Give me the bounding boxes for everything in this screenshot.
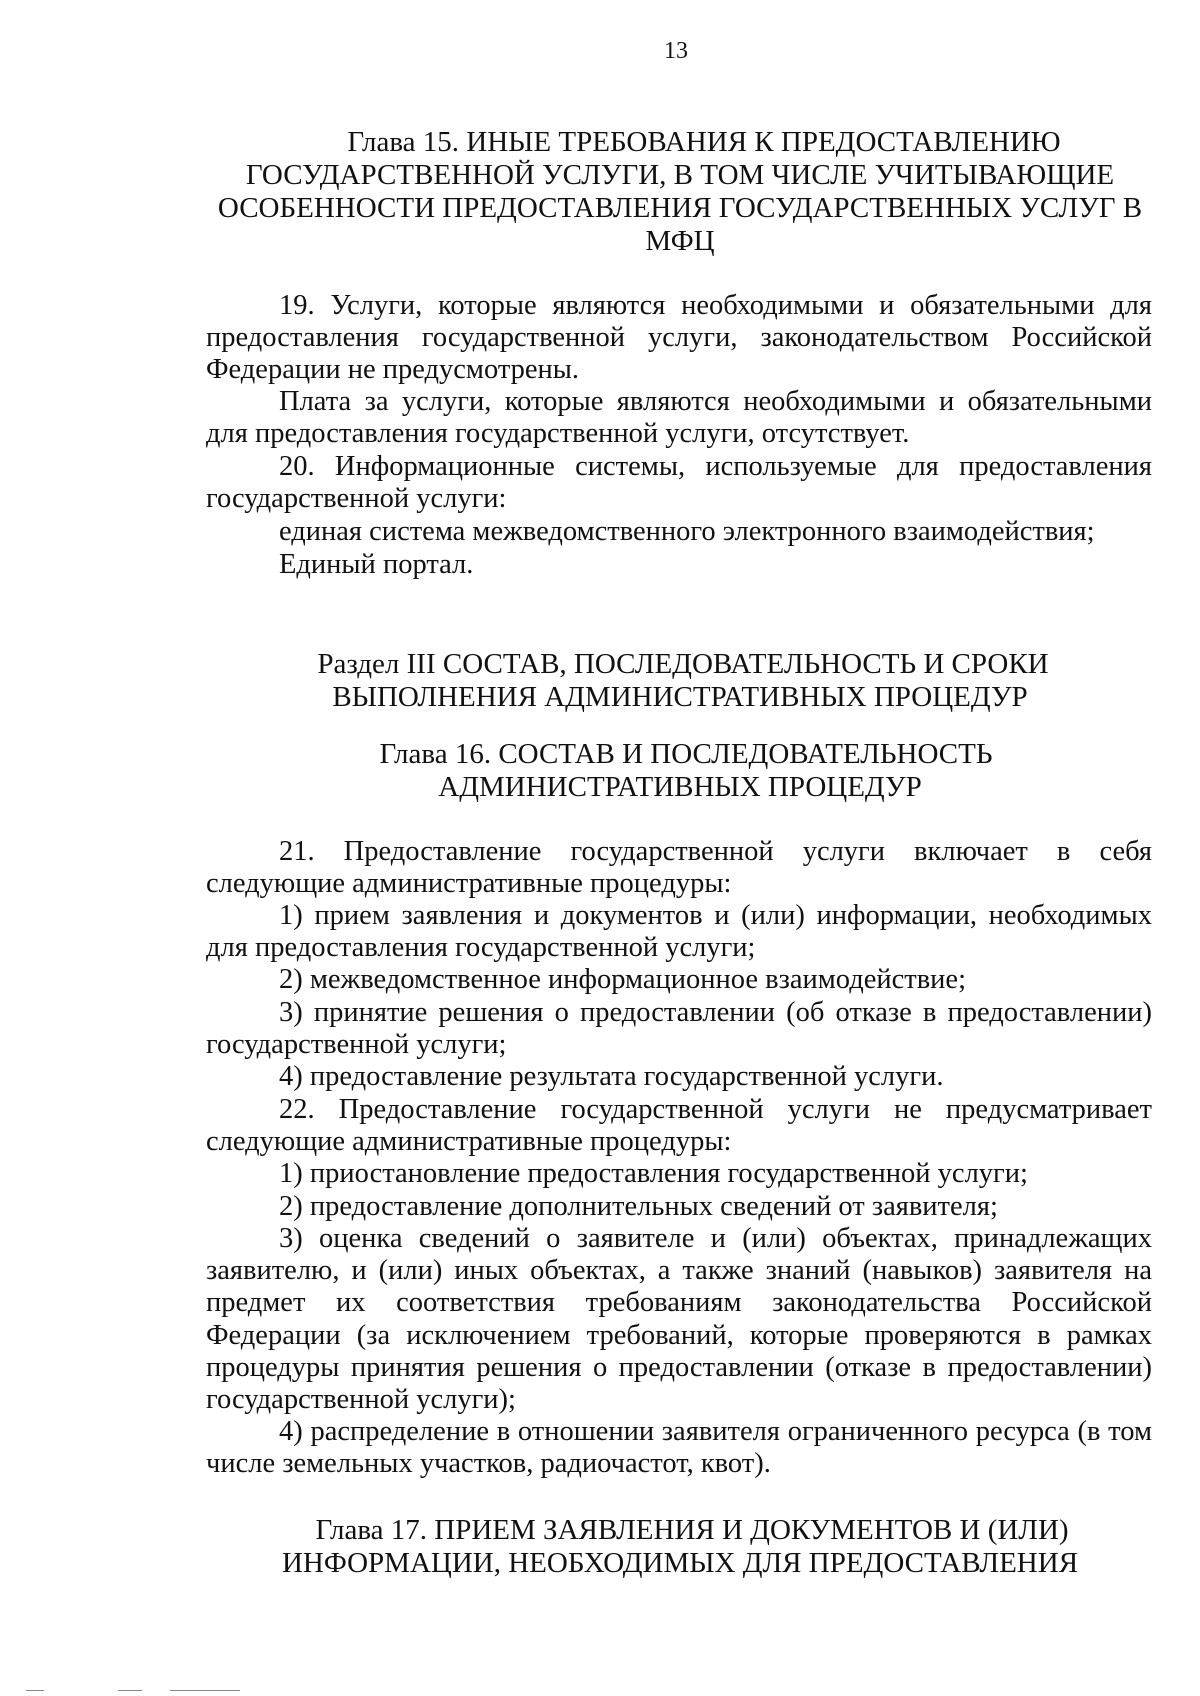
chapter-17-heading xyxy=(210,1514,1150,1580)
list-item: 2) предоставление дополнительных сведений от заявителя; xyxy=(279,1191,998,1222)
heading-line: МФЦ xyxy=(645,225,715,257)
scan-mark xyxy=(26,1690,44,1691)
heading-line: ГОСУДАРСТВЕННОЙ УСЛУГИ, В ТОМ ЧИСЛЕ УЧИТЫВАЮЩИЕ xyxy=(245,159,1115,191)
heading-line: ИНФОРМАЦИИ, НЕОБХОДИМЫХ ДЛЯ ПРЕДОСТАВЛЕНИЯ xyxy=(281,1547,1079,1579)
paragraph-21: 21. Предоставление государственной услуги включает в себя следующие административные процедуры: xyxy=(206,836,1152,900)
chapter-15-heading xyxy=(210,126,1150,258)
heading-line: ОСОБЕННОСТИ ПРЕДОСТАВЛЕНИЯ ГОСУДАРСТВЕННЫХ УСЛУГ В xyxy=(217,192,1143,224)
list-item: 4) предоставление результата государственной услуги. xyxy=(279,1061,944,1092)
paragraph-22: 22. Предоставление государственной услуги не предусматривает следующие административные процедуры: xyxy=(206,1094,1152,1158)
list-item: 3) оценка сведений о заявителе и (или) объектах, принадлежащих заявителю, и (или) иных объектах, а также знаний (навыков) заявителя на предмет их соответствия требованиям законодательства Российской Федерации (за исключением требований, которые проверяются в рамках процедуры принятия решения о предоставлении (отказе в предоставлении) государственной услуги); xyxy=(206,1223,1152,1416)
section-3-heading xyxy=(210,648,1150,714)
scan-mark xyxy=(170,1690,240,1691)
heading-line: Глава 17. ПРИЕМ ЗАЯВЛЕНИЯ И ДОКУМЕНТОВ И (ИЛИ) xyxy=(315,1514,1069,1546)
page-number: 13 xyxy=(664,38,688,64)
list-item: 1) приостановление предоставления государственной услуги; xyxy=(279,1158,1028,1189)
paragraph-fee: Плата за услуги, которые являются необходимыми и обязательными для предоставления государственной услуги, отсутствует. xyxy=(206,386,1152,450)
paragraph-smev: единая система межведомственного электронного взаимодействия; xyxy=(279,516,1095,547)
heading-line: Раздел III СОСТАВ, ПОСЛЕДОВАТЕЛЬНОСТЬ И СРОКИ xyxy=(317,648,1049,680)
heading-line: Глава 16. СОСТАВ И ПОСЛЕДОВАТЕЛЬНОСТЬ xyxy=(379,738,993,770)
list-item: 1) прием заявления и документов и (или) информации, необходимых для предоставления государственной услуги; xyxy=(206,900,1152,964)
heading-line: Глава 15. ИНЫЕ ТРЕБОВАНИЯ К ПРЕДОСТАВЛЕНИЮ xyxy=(347,126,1061,158)
heading-line: АДМИНИСТРАТИВНЫХ ПРОЦЕДУР xyxy=(438,771,922,803)
list-item: 2) межведомственное информационное взаимодействие; xyxy=(279,964,966,995)
paragraph-19: 19. Услуги, которые являются необходимыми и обязательными для предоставления государственной услуги, законодательством Российской Федерации не предусмотрены. xyxy=(206,290,1152,386)
list-item: 4) распределение в отношении заявителя ограниченного ресурса (в том числе земельных участков, радиочастот, квот). xyxy=(206,1416,1152,1480)
scan-mark xyxy=(118,1690,142,1691)
list-item: 3) принятие решения о предоставлении (об отказе в предоставлении) государственной услуги; xyxy=(206,997,1152,1061)
chapter-16-heading xyxy=(210,738,1150,804)
paragraph-portal: Единый портал. xyxy=(279,549,474,580)
heading-line: ВЫПОЛНЕНИЯ АДМИНИСТРАТИВНЫХ ПРОЦЕДУР xyxy=(332,681,1028,713)
paragraph-20: 20. Информационные системы, используемые для предоставления государственной услуги: xyxy=(206,451,1152,515)
